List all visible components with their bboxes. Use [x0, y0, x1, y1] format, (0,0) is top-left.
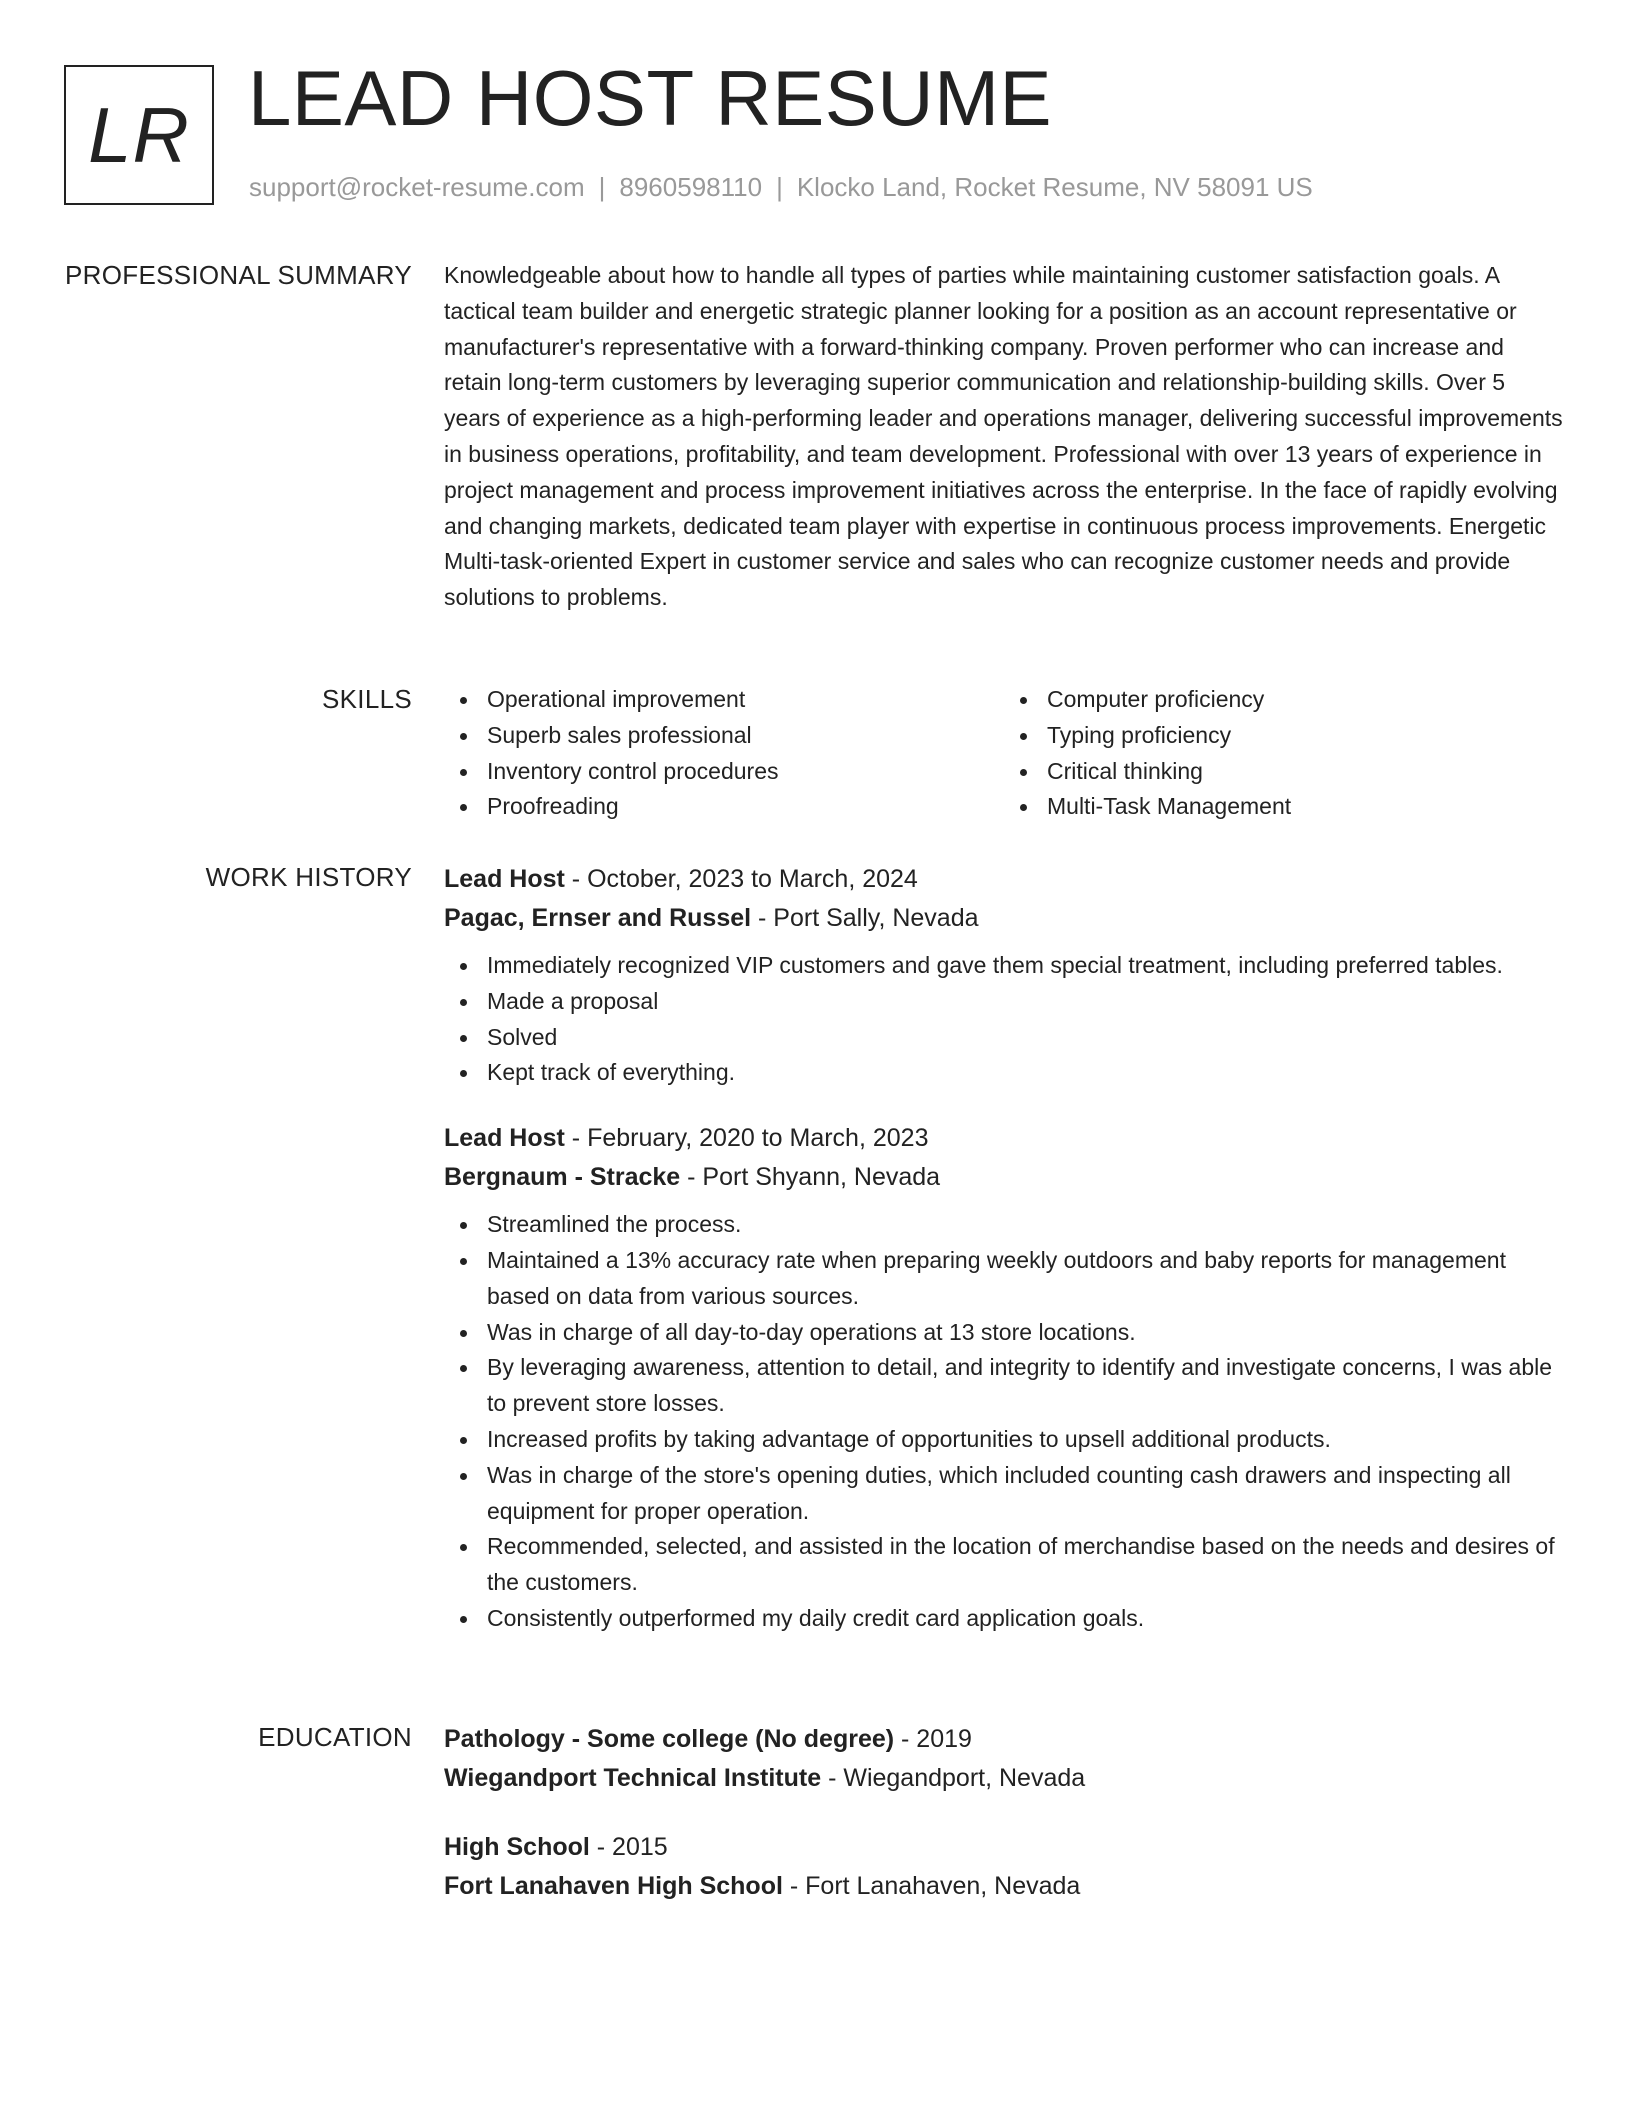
education-location: - Fort Lanahaven, Nevada [782, 1872, 1081, 1900]
job-bullets [444, 1207, 1564, 1637]
education-degree-line [444, 1720, 1564, 1759]
skill-item: Multi-Task Management [1047, 789, 1564, 825]
job-bullets [444, 948, 1564, 1091]
job-company-line [444, 1158, 1564, 1197]
section-label-work: WORK HISTORY [205, 862, 412, 892]
job-bullet: By leveraging awareness, attention to detail, and integrity to identify and investigate concerns, I was able to prevent store losses. [487, 1350, 1564, 1422]
education-degree-line [444, 1828, 1564, 1867]
skill-item: Operational improvement [487, 682, 1004, 718]
education-school: Fort Lanahaven High School [444, 1872, 783, 1900]
section-label-education: EDUCATION [258, 1722, 412, 1752]
skill-item: Typing proficiency [1047, 718, 1564, 754]
skills-grid [444, 682, 1564, 825]
job-bullet: Immediately recognized VIP customers and gave them special treatment, including preferred tables. [487, 948, 1564, 984]
education-entry [444, 1720, 1564, 1798]
skill-item: Proofreading [487, 789, 1004, 825]
job-bullet: Streamlined the process. [487, 1207, 1564, 1243]
contact-separator: | [776, 172, 783, 202]
contact-line [249, 172, 1313, 203]
work-body [444, 860, 1564, 1637]
job-entry [444, 860, 1564, 1091]
job-company-line [444, 899, 1564, 938]
education-school-line [444, 1759, 1564, 1798]
job-bullet: Consistently outperformed my daily credit card application goals. [487, 1601, 1564, 1637]
contact-separator: | [598, 172, 606, 202]
job-bullet: Solved [487, 1020, 1564, 1056]
skill-item: Critical thinking [1047, 754, 1564, 790]
education-school-line [444, 1867, 1564, 1906]
job-location: - Port Shyann, Nevada [680, 1163, 941, 1192]
job-location: - Port Sally, Nevada [751, 904, 979, 932]
education-year: - 2019 [894, 1725, 972, 1753]
education-degree: High School [444, 1833, 590, 1861]
section-label-skills: SKILLS [322, 684, 412, 714]
job-company: Pagac, Ernser and Russel [444, 904, 752, 932]
job-title-line [444, 860, 1564, 899]
skill-item: Computer proficiency [1047, 682, 1564, 718]
job-bullet: Maintained a 13% accuracy rate when preparing weekly outdoors and baby reports for management based on data from various sources. [487, 1243, 1564, 1315]
summary-text: Knowledgeable about how to handle all types of parties while maintaining customer satisfaction goals. A tactical team builder and energetic strategic planner looking for a position as an account representative or manufacturer's representative with a forward-thinking company. Proven performer who can increase and retain long-term customers by leveraging superior communication and relationship-building skills. Over 5 years of experience as a high-performing leader and operations manager, delivering successful improvements in business operations, profitability, and team development. Professional with over 13 years of experience in project management and process improvement initiatives across the enterprise. In the face of rapidly evolving and changing markets, dedicated team player with expertise in continuous process improvements. Energetic Multi-task-oriented Expert in customer service and sales who can recognize customer needs and provide solutions to problems. [444, 262, 1563, 611]
job-title: Lead Host [444, 865, 565, 893]
job-title-line [444, 1119, 1564, 1158]
contact-email: support@rocket-resume.com [249, 172, 585, 202]
job-entry [444, 1119, 1564, 1637]
job-dates: - October, 2023 to March, 2024 [564, 865, 918, 893]
education-year: - 2015 [589, 1833, 668, 1861]
section-label-summary: PROFESSIONAL SUMMARY [65, 260, 412, 290]
job-bullet: Kept track of everything. [487, 1055, 1564, 1091]
education-school: Wiegandport Technical Institute [444, 1764, 822, 1792]
education-entry [444, 1828, 1564, 1906]
skills-column-right [1004, 682, 1564, 825]
contact-phone: 8960598110 [619, 172, 763, 202]
job-bullet: Recommended, selected, and assisted in the location of merchandise based on the needs and desires of the customers. [487, 1529, 1564, 1601]
skills-body [444, 682, 1564, 825]
education-body [444, 1720, 1564, 1906]
monogram-logo [64, 65, 214, 205]
job-dates: - February, 2020 to March, 2023 [564, 1124, 929, 1153]
skill-item: Inventory control procedures [487, 754, 1004, 790]
job-bullet: Was in charge of all day-to-day operations at 13 store locations. [487, 1315, 1564, 1351]
job-bullet: Increased profits by taking advantage of opportunities to upsell additional products. [487, 1422, 1564, 1458]
education-degree: Pathology - Some college (No degree) [444, 1725, 895, 1753]
resume-title: LEAD HOST RESUME [248, 54, 1053, 142]
job-bullet: Was in charge of the store's opening duties, which included counting cash drawers and inspecting all equipment for proper operation. [487, 1458, 1564, 1530]
skill-item: Superb sales professional [487, 718, 1004, 754]
contact-address: Klocko Land, Rocket Resume, NV 58091 US [796, 172, 1313, 202]
education-location: - Wiegandport, Nevada [821, 1764, 1086, 1792]
skills-column-left [444, 682, 1004, 825]
job-title: Lead Host [444, 1124, 565, 1153]
monogram-text: LR [88, 90, 190, 179]
job-company: Bergnaum - Stracke [444, 1163, 681, 1192]
job-bullet: Made a proposal [487, 984, 1564, 1020]
